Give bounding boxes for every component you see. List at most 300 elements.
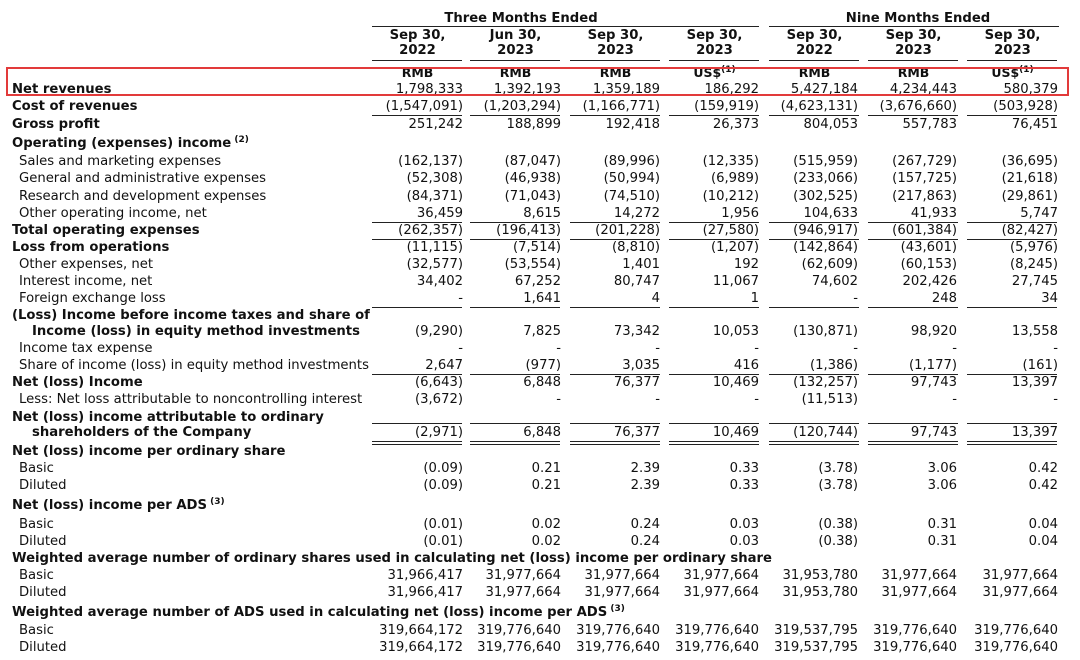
column-header-rule [470, 60, 560, 61]
subtotal-rule [570, 423, 660, 424]
row-value: (233,066) [793, 171, 858, 186]
row-value: (6,989) [710, 171, 759, 186]
row-value: 31,977,664 [881, 568, 957, 583]
row-label [19, 622, 54, 639]
row-value: 76,377 [613, 425, 660, 440]
row-value: 31,977,664 [485, 568, 561, 583]
subtotal-rule [372, 307, 462, 308]
row-label-text: Loss from operations [12, 240, 170, 255]
row-value: 7,825 [523, 324, 561, 339]
total-double-rule [669, 441, 759, 442]
row-value: (0.38) [818, 517, 858, 532]
row-value: 1,798,333 [395, 82, 463, 97]
row-value: 0.21 [531, 478, 561, 493]
row-value: 557,783 [902, 117, 957, 132]
row-value: (1,547,091) [385, 99, 463, 114]
row-label-text: Basic [19, 517, 54, 532]
total-double-rule [470, 444, 560, 445]
row-value: - [655, 341, 660, 356]
row-value: 0.02 [531, 517, 561, 532]
total-double-rule [372, 441, 462, 442]
row-label-text: Operating (expenses) income [12, 136, 232, 151]
column-currency-label: RMB [897, 65, 930, 80]
row-value: (87,047) [504, 154, 561, 169]
row-value: - [458, 341, 463, 356]
row-value: (0.38) [818, 534, 858, 549]
row-label-text: General and administrative expenses [19, 171, 267, 186]
total-double-rule [372, 444, 462, 445]
row-label-text: Basic [19, 623, 54, 638]
row-label-text: Sales and marketing expenses [19, 154, 222, 169]
row-value: 97,743 [910, 375, 957, 390]
row-value: 319,776,640 [974, 623, 1058, 638]
row-label-text: Cost of revenues [12, 99, 138, 114]
row-value: (142,864) [793, 240, 858, 255]
row-value: (9,290) [414, 324, 463, 339]
row-label-text: Basic [19, 568, 54, 583]
total-double-rule [570, 441, 660, 442]
row-label-text: Total operating expenses [12, 223, 200, 238]
row-value: 319,776,640 [477, 640, 561, 655]
row-value: - [458, 291, 463, 306]
column-year: 2022 [796, 43, 833, 58]
row-value: (1,207) [710, 240, 759, 255]
row-value: 319,776,640 [576, 623, 660, 638]
row-value: 319,776,640 [873, 623, 957, 638]
row-value: 0.31 [927, 517, 957, 532]
subtotal-rule [967, 307, 1057, 308]
total-double-rule [967, 444, 1057, 445]
row-value: 319,537,795 [774, 640, 858, 655]
row-value: 31,977,664 [881, 585, 957, 600]
row-value: 76,377 [613, 375, 660, 390]
row-value: (43,601) [900, 240, 957, 255]
row-value: 13,397 [1011, 375, 1058, 390]
footnote-marker: (1) [1019, 65, 1034, 75]
row-label [12, 374, 143, 391]
row-value: (46,938) [504, 171, 561, 186]
row-label [19, 516, 54, 533]
footnote-marker: (3) [207, 497, 225, 507]
row-value: 0.24 [630, 534, 660, 549]
row-value: 2.39 [630, 478, 660, 493]
row-label-text: Basic [19, 461, 54, 476]
column-date: Sep 30, [587, 28, 644, 43]
row-value: 1,641 [523, 291, 561, 306]
row-label-text: Diluted [19, 640, 67, 655]
row-value: - [556, 341, 561, 356]
total-double-rule [669, 444, 759, 445]
row-label [12, 135, 249, 152]
row-value: (5,976) [1009, 240, 1058, 255]
row-value: (1,203,294) [483, 99, 561, 114]
row-value: (302,525) [793, 189, 858, 204]
row-value: (977) [525, 358, 561, 373]
row-label [12, 443, 285, 460]
column-year: 2022 [399, 43, 436, 58]
row-label-text: Gross profit [12, 117, 100, 132]
column-year: 2023 [497, 43, 534, 58]
header-nine-months: Nine Months Ended [845, 11, 991, 26]
row-value: (157,725) [892, 171, 957, 186]
row-value: - [556, 392, 561, 407]
row-value: 6,848 [523, 425, 561, 440]
row-value: (1,386) [809, 358, 858, 373]
row-value: 319,776,640 [974, 640, 1058, 655]
column-date: Sep 30, [984, 28, 1041, 43]
row-label [19, 273, 152, 290]
row-value: 319,776,640 [675, 640, 759, 655]
row-value: 0.31 [927, 534, 957, 549]
row-label-text: Net revenues [12, 82, 112, 97]
row-value: (0.09) [423, 461, 463, 476]
column-year: 2023 [597, 43, 634, 58]
footnote-marker: (1) [721, 65, 736, 75]
row-value: 0.33 [729, 461, 759, 476]
row-label [19, 153, 221, 170]
row-value: 192,418 [605, 117, 660, 132]
row-value: 319,664,172 [379, 640, 463, 655]
row-value: (89,996) [603, 154, 660, 169]
header-three-months-rule [372, 26, 759, 27]
row-value: 31,977,664 [982, 568, 1058, 583]
row-value: 319,776,640 [477, 623, 561, 638]
row-value: 31,966,417 [387, 568, 463, 583]
row-value: (60,153) [900, 257, 957, 272]
total-double-rule [570, 444, 660, 445]
row-value: (36,695) [1001, 154, 1058, 169]
row-label [19, 567, 54, 584]
row-value: - [655, 392, 660, 407]
row-value: (84,371) [406, 189, 463, 204]
column-currency-label: RMB [798, 65, 831, 80]
row-value: 0.04 [1028, 534, 1058, 549]
column-date: Sep 30, [686, 28, 743, 43]
row-value: (0.09) [423, 478, 463, 493]
row-value: (262,357) [398, 223, 463, 238]
row-value: 4,234,443 [889, 82, 957, 97]
row-value: (7,514) [512, 240, 561, 255]
row-value: (27,580) [702, 223, 759, 238]
total-double-rule [470, 441, 560, 442]
row-value: 13,558 [1011, 324, 1058, 339]
row-label-text: Diluted [19, 585, 67, 600]
row-label [19, 170, 266, 187]
row-value: (3.78) [818, 461, 858, 476]
row-value: 186,292 [704, 82, 759, 97]
row-value: (159,919) [694, 99, 759, 114]
row-value: - [952, 341, 957, 356]
total-double-rule [769, 444, 859, 445]
column-currency-label: RMB [499, 65, 532, 80]
total-double-rule [967, 441, 1057, 442]
row-value: - [754, 392, 759, 407]
row-value: 34,402 [416, 274, 463, 289]
row-value: 10,053 [712, 324, 759, 339]
row-value: 5,427,184 [790, 82, 858, 97]
row-value: 31,977,664 [485, 585, 561, 600]
row-value: 0.33 [729, 478, 759, 493]
row-value: (503,928) [993, 99, 1058, 114]
row-label-text: Research and development expenses [19, 189, 267, 204]
row-value: 1,956 [721, 206, 759, 221]
row-value: 0.42 [1028, 461, 1058, 476]
row-value: 3.06 [927, 461, 957, 476]
row-value: 580,379 [1003, 82, 1058, 97]
row-label [19, 340, 152, 357]
row-label-text: Interest income, net [19, 274, 153, 289]
row-value: 31,977,664 [683, 568, 759, 583]
subtotal-rule [372, 423, 462, 424]
row-value: 1 [750, 291, 759, 306]
row-value: 0.03 [729, 517, 759, 532]
row-label [32, 323, 360, 340]
row-value: - [853, 341, 858, 356]
row-value: 1,359,189 [592, 82, 660, 97]
row-value: 319,664,172 [379, 623, 463, 638]
row-value: - [1053, 341, 1058, 356]
row-label [19, 584, 67, 601]
row-value: (132,257) [793, 375, 858, 390]
row-value: (217,863) [892, 189, 957, 204]
row-value: 0.03 [729, 534, 759, 549]
row-value: (130,871) [793, 324, 858, 339]
row-value: (8,810) [611, 240, 660, 255]
row-value: (32,577) [406, 257, 463, 272]
subtotal-rule [769, 307, 859, 308]
row-label-text: Weighted average number of ordinary shares used in calculating net (loss) income per ordinary share [12, 551, 772, 566]
row-value: (11,115) [406, 240, 463, 255]
subtotal-rule [470, 307, 560, 308]
row-value: (1,177) [908, 358, 957, 373]
subtotal-rule [868, 423, 958, 424]
subtotal-rule [570, 307, 660, 308]
row-value: (162,137) [398, 154, 463, 169]
row-value: 41,933 [910, 206, 957, 221]
row-value: 1,392,193 [493, 82, 561, 97]
row-value: (946,917) [793, 223, 858, 238]
row-value: (12,335) [702, 154, 759, 169]
row-value: (29,861) [1001, 189, 1058, 204]
row-value: 73,342 [613, 324, 660, 339]
row-value: 4 [651, 291, 660, 306]
row-value: 31,953,780 [782, 585, 858, 600]
row-value: 202,426 [902, 274, 957, 289]
row-value: (267,729) [892, 154, 957, 169]
subtotal-rule [769, 423, 859, 424]
row-label [12, 98, 137, 115]
row-value: 1,401 [622, 257, 660, 272]
row-value: 2,647 [425, 358, 463, 373]
row-value: 13,397 [1011, 425, 1058, 440]
row-value: (515,959) [793, 154, 858, 169]
row-label [19, 460, 54, 477]
row-label [19, 290, 166, 307]
row-value: (6,643) [414, 375, 463, 390]
row-value: 0.42 [1028, 478, 1058, 493]
row-label-text: Share of income (loss) in equity method investments [19, 358, 369, 373]
row-value: (601,384) [892, 223, 957, 238]
row-value: (21,618) [1001, 171, 1058, 186]
footnote-marker: (2) [231, 135, 249, 145]
row-value: 8,615 [523, 206, 561, 221]
column-currency-label: RMB [599, 65, 632, 80]
row-value: 0.24 [630, 517, 660, 532]
row-value: 10,469 [712, 425, 759, 440]
row-value: 31,953,780 [782, 568, 858, 583]
row-label-text: Less: Net loss attributable to noncontrolling interest [19, 392, 363, 407]
column-date: Jun 30, [489, 28, 542, 43]
row-value: (53,554) [504, 257, 561, 272]
row-value: 251,242 [408, 117, 463, 132]
row-value: 319,776,640 [675, 623, 759, 638]
row-label-text: (Loss) Income before income taxes and share of [12, 308, 370, 323]
row-value: (62,609) [801, 257, 858, 272]
row-value: 31,977,664 [584, 568, 660, 583]
row-label [12, 116, 100, 133]
row-label-text: Other expenses, net [19, 257, 154, 272]
subtotal-rule [669, 423, 759, 424]
row-label [32, 424, 251, 441]
row-label [19, 639, 67, 656]
column-currency-label: US$ [991, 65, 1020, 80]
row-value: 319,776,640 [873, 640, 957, 655]
column-date: Sep 30, [885, 28, 942, 43]
row-value: (2,971) [414, 425, 463, 440]
row-value: 0.02 [531, 534, 561, 549]
column-header-rule [769, 60, 859, 61]
row-value: 98,920 [910, 324, 957, 339]
column-header-rule [868, 60, 958, 61]
row-label-text: Other operating income, net [19, 206, 207, 221]
subtotal-rule [470, 423, 560, 424]
row-value: (4,623,131) [780, 99, 858, 114]
total-double-rule [769, 441, 859, 442]
subtotal-rule [967, 423, 1057, 424]
row-value: (11,513) [801, 392, 858, 407]
column-header-rule [570, 60, 660, 61]
row-label-text: Diluted [19, 478, 67, 493]
row-value: 804,053 [803, 117, 858, 132]
row-label [19, 477, 67, 494]
column-year: 2023 [895, 43, 932, 58]
row-label [12, 604, 625, 621]
row-value: 0.04 [1028, 517, 1058, 532]
row-value: (74,510) [603, 189, 660, 204]
row-label-text: shareholders of the Company [32, 425, 252, 440]
row-value: (0.01) [423, 517, 463, 532]
row-value: 36,459 [416, 206, 463, 221]
row-value: (3,672) [414, 392, 463, 407]
row-value: 192 [733, 257, 759, 272]
row-label-text: Net (loss) income per ordinary share [12, 444, 286, 459]
row-label [19, 188, 266, 205]
column-header-rule [372, 60, 462, 61]
row-value: (161) [1022, 358, 1058, 373]
row-value: 31,966,417 [387, 585, 463, 600]
column-header-rule [967, 60, 1057, 61]
total-double-rule [868, 444, 958, 445]
row-label [12, 307, 370, 324]
row-label-text: Weighted average number of ADS used in calculating net (loss) income per ADS [12, 605, 608, 620]
column-currency-label: US$ [693, 65, 722, 80]
row-value: 31,977,664 [982, 585, 1058, 600]
row-value: (201,228) [595, 223, 660, 238]
header-three-months: Three Months Ended [444, 11, 598, 26]
column-header-rule [669, 60, 759, 61]
row-value: (196,413) [496, 223, 561, 238]
column-date: Sep 30, [786, 28, 843, 43]
row-value: 14,272 [613, 206, 660, 221]
row-label [12, 550, 772, 567]
row-label-text: Diluted [19, 534, 67, 549]
row-value: - [1053, 392, 1058, 407]
row-label [19, 357, 369, 374]
row-value: 67,252 [514, 274, 561, 289]
row-value: 104,633 [803, 206, 858, 221]
row-value: (8,245) [1009, 257, 1058, 272]
row-value: (82,427) [1001, 223, 1058, 238]
row-label-text: Income (loss) in equity method investments [32, 324, 360, 339]
row-label [12, 239, 169, 256]
row-value: 0.21 [531, 461, 561, 476]
row-value: (10,212) [702, 189, 759, 204]
row-value: 3,035 [622, 358, 660, 373]
column-date: Sep 30, [389, 28, 446, 43]
row-label-text: Income tax expense [19, 341, 153, 356]
subtotal-rule [868, 307, 958, 308]
subtotal-rule [669, 307, 759, 308]
row-value: 76,451 [1011, 117, 1058, 132]
row-label [12, 222, 200, 239]
row-value: 3.06 [927, 478, 957, 493]
row-value: 2.39 [630, 461, 660, 476]
row-value: 319,776,640 [576, 640, 660, 655]
row-value: 80,747 [613, 274, 660, 289]
row-value: 319,537,795 [774, 623, 858, 638]
row-value: 11,067 [712, 274, 759, 289]
row-value: 188,899 [506, 117, 561, 132]
row-value: 31,977,664 [683, 585, 759, 600]
row-value: (120,744) [793, 425, 858, 440]
row-value: (3,676,660) [879, 99, 957, 114]
row-label [19, 256, 153, 273]
column-year: 2023 [994, 43, 1031, 58]
row-value: (0.01) [423, 534, 463, 549]
row-label [12, 497, 225, 514]
row-label-text: Net (loss) income attributable to ordinary [12, 410, 324, 425]
row-value: 97,743 [910, 425, 957, 440]
header-nine-months-rule [769, 26, 1059, 27]
row-value: 31,977,664 [584, 585, 660, 600]
row-value: (50,994) [603, 171, 660, 186]
row-value: 26,373 [712, 117, 759, 132]
row-value: (3.78) [818, 478, 858, 493]
row-label-text: Net (loss) Income [12, 375, 143, 390]
row-label-text: Net (loss) income per ADS [12, 498, 207, 513]
row-value: 10,469 [712, 375, 759, 390]
row-value: (71,043) [504, 189, 561, 204]
column-year: 2023 [696, 43, 733, 58]
footnote-marker: (3) [607, 604, 625, 614]
row-value: (1,166,771) [582, 99, 660, 114]
row-value: 27,745 [1011, 274, 1058, 289]
row-value: (52,308) [406, 171, 463, 186]
row-value: 6,848 [523, 375, 561, 390]
row-value: - [754, 341, 759, 356]
row-value: 74,602 [811, 274, 858, 289]
row-value: 248 [931, 291, 957, 306]
